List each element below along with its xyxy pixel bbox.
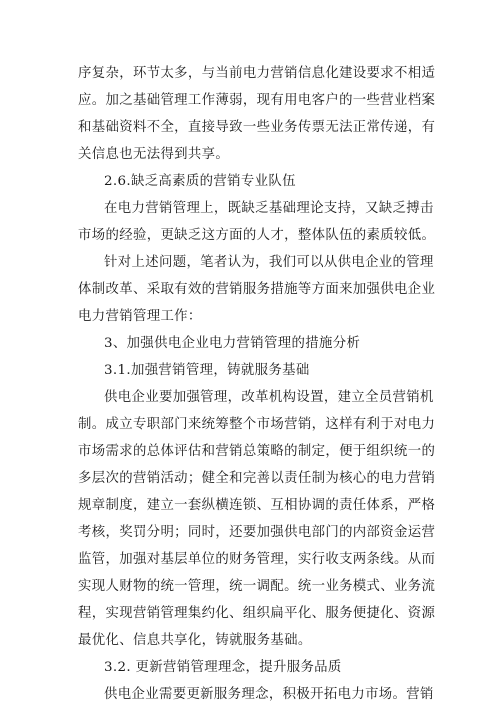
text-line: 和基础资料不全，直接导致一些业务传票无法正常传递，有 <box>78 120 436 135</box>
section-heading: 2.6.缺乏高素质的营销专业队伍 <box>104 174 296 189</box>
text-line: 针对上述问题，笔者认为，我们可以从供电企业的管理 <box>104 255 434 270</box>
text-line: 程，实现营销管理集约化、组织扁平化、服务便捷化、资源 <box>78 606 436 621</box>
text-line: 在电力营销管理上，既缺乏基础理论支持，又缺乏搏击 <box>104 201 434 216</box>
text-line: 考核，奖罚分明；同时，还要加强供电部门的内部资金运营 <box>78 525 436 540</box>
text-line: 实现人财物的统一管理，统一调配。统一业务模式、业务流 <box>78 579 436 594</box>
text-line: 供电企业要加强管理，改革机构设置，建立全员营销机 <box>104 390 434 405</box>
text-line: 应。加之基础管理工作薄弱，现有用电客户的一些营业档案 <box>78 93 436 108</box>
text-line: 序复杂，环节太多，与当前电力营销信息化建设要求不相适 <box>78 66 436 81</box>
text-line: 市场的经验，更缺乏这方面的人才，整体队伍的素质较低。 <box>78 228 436 243</box>
subsection-heading: 3.1.加强营销管理，铸就服务基础 <box>104 363 310 378</box>
text-line: 制。成立专职部门来统筹整个市场营销，这样有利于对电力 <box>78 417 436 432</box>
text-line: 监管，加强对基层单位的财务管理，实行收支两条线。从而 <box>78 552 436 567</box>
subsection-heading: 3.2. 更新营销管理理念，提升服务品质 <box>104 660 342 675</box>
section-heading: 3、加强供电企业电力营销管理的措施分析 <box>104 336 361 351</box>
text-line: 体制改革、采取有效的营销服务措施等方面来加强供电企业 <box>78 282 436 297</box>
text-line: 市场需求的总体评估和营销总策略的制定，便于组织统一的 <box>78 444 436 459</box>
text-line: 规章制度，建立一套纵横连锁、互相协调的责任体系，严格 <box>78 498 436 513</box>
text-line: 最优化、信息共享化，铸就服务基础。 <box>78 633 312 648</box>
text-line: 多层次的营销活动；健全和完善以责任制为核心的电力营销 <box>78 471 436 486</box>
text-line: 供电企业需要更新服务理念，积极开拓电力市场。营销 <box>104 687 434 702</box>
text-line: 关信息也无法得到共享。 <box>78 147 230 162</box>
text-line: 电力营销管理工作： <box>78 309 202 324</box>
